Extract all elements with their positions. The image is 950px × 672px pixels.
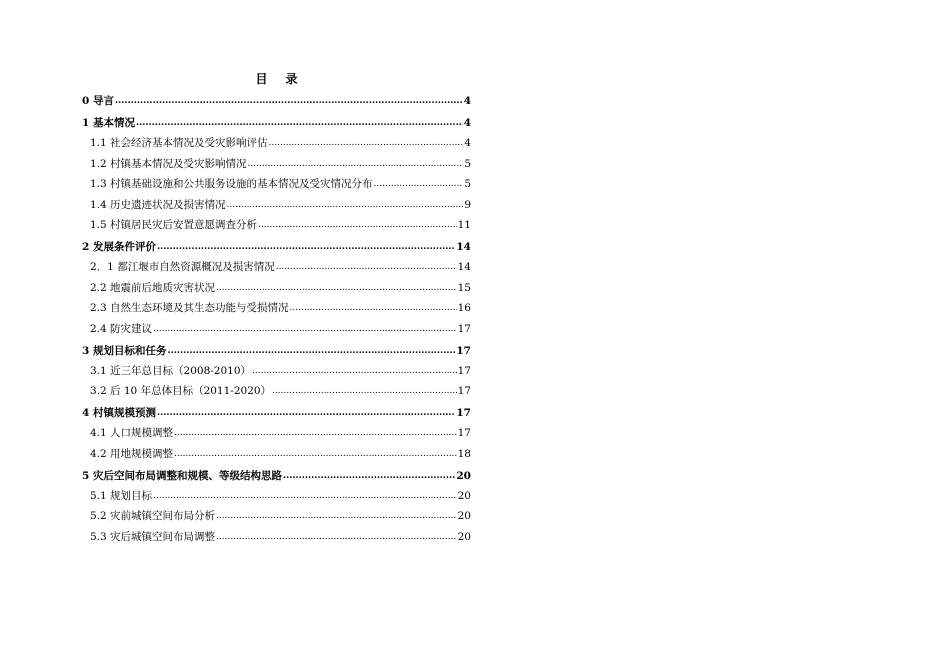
toc-entry-page: 5 <box>464 178 471 190</box>
toc-section-entry[interactable] <box>82 301 471 315</box>
toc-entry-label: 1.3 村镇基础设施和公共服务设施的基本情况及受灾情况分布 <box>90 178 373 190</box>
toc-entry-page: 4 <box>463 95 471 107</box>
toc-entry-page: 18 <box>457 447 471 460</box>
toc-section-entry[interactable] <box>82 198 471 212</box>
toc-chapter-entry[interactable] <box>82 344 471 358</box>
toc-entry-label: 1 基本情况 <box>82 117 135 129</box>
toc-entry-page: 17 <box>456 407 471 419</box>
toc-dot-leader <box>167 343 455 358</box>
toc-entry-label: 5 灾后空间布局调整和规模、等级结构思路 <box>82 469 282 482</box>
toc-entry-label: 2.4 防灾建议 <box>90 322 153 335</box>
toc-section-entry[interactable] <box>82 322 471 336</box>
toc-dot-leader <box>174 425 457 440</box>
toc-dot-leader <box>258 217 457 232</box>
toc-title-left: 目 <box>255 72 268 86</box>
toc-entry-page: 17 <box>456 344 471 357</box>
toc-entry-label: 3.2 后 10 年总体目标（2011-2020） <box>90 385 272 397</box>
toc-entry-label: 2.3 自然生态环境及其生态功能与受损情况 <box>90 302 289 314</box>
toc-entry-label: 1.1 社会经济基本情况及受灾影响评估 <box>90 137 268 149</box>
toc-section-entry[interactable] <box>82 136 471 150</box>
toc-entry-label: 2 发展条件评价 <box>82 241 156 253</box>
toc-entry-page: 4 <box>464 137 471 149</box>
toc-dot-leader <box>136 115 463 130</box>
toc-dot-leader <box>153 321 457 336</box>
toc-section-entry[interactable] <box>82 218 471 232</box>
toc-entry-label: 5.2 灾前城镇空间布局分析 <box>90 510 216 522</box>
toc-dot-leader <box>115 93 463 108</box>
toc-section-entry[interactable] <box>82 489 471 503</box>
toc-entry-label: 3.1 近三年总目标（2008-2010） <box>90 364 252 377</box>
toc-chapter-entry[interactable] <box>82 406 471 420</box>
toc-entry-label: 2.2 地震前后地质灾害状况 <box>90 281 216 294</box>
toc-chapter-entry[interactable] <box>82 469 471 483</box>
toc-dot-leader <box>153 488 457 503</box>
toc-section-entry[interactable] <box>82 384 471 398</box>
toc-dot-leader <box>216 529 457 544</box>
toc-entry-page: 9 <box>464 198 471 211</box>
toc-dot-leader <box>290 300 457 315</box>
toc-title-right: 录 <box>285 72 298 86</box>
toc-dot-leader <box>374 176 464 191</box>
toc-dot-leader <box>248 156 464 171</box>
toc-entry-page: 11 <box>457 219 471 231</box>
toc-entry-label: 4.2 用地规模调整 <box>90 447 174 460</box>
toc-entry-page: 20 <box>457 489 471 502</box>
toc-dot-leader <box>216 280 457 295</box>
toc-entry-page: 17 <box>457 322 471 335</box>
toc-dot-leader <box>283 468 455 483</box>
toc-dot-leader <box>276 259 457 274</box>
toc-entry-label: 2．1 都江堰市自然资源概况及损害情况 <box>90 261 275 273</box>
toc-entry-page: 20 <box>456 469 471 482</box>
toc-section-entry[interactable] <box>82 281 471 295</box>
toc-chapter-entry[interactable] <box>82 240 471 254</box>
toc-dot-leader <box>174 446 457 461</box>
toc-title <box>82 70 471 88</box>
toc-section-entry[interactable] <box>82 426 471 440</box>
table-of-contents <box>82 70 471 550</box>
toc-entries <box>82 94 471 544</box>
toc-section-entry[interactable] <box>82 177 471 191</box>
toc-section-entry[interactable] <box>82 157 471 171</box>
toc-entry-label: 5.3 灾后城镇空间布局调整 <box>90 530 216 543</box>
toc-entry-page: 14 <box>457 261 471 273</box>
toc-section-entry[interactable] <box>82 447 471 461</box>
toc-dot-leader <box>216 508 457 523</box>
toc-chapter-entry[interactable] <box>82 116 471 130</box>
toc-section-entry[interactable] <box>82 509 471 523</box>
toc-entry-label: 4 村镇规模预测 <box>82 407 156 419</box>
toc-entry-label: 5.1 规划目标 <box>90 489 153 502</box>
toc-entry-label: 1.4 历史遗迹状况及损害情况 <box>90 198 226 211</box>
toc-section-entry[interactable] <box>82 364 471 378</box>
toc-entry-page: 17 <box>457 427 471 439</box>
toc-entry-label: 0 导言 <box>82 95 114 107</box>
toc-entry-page: 16 <box>457 302 471 314</box>
toc-section-entry[interactable] <box>82 260 471 274</box>
toc-chapter-entry[interactable] <box>82 94 471 108</box>
toc-entry-page: 15 <box>457 281 471 294</box>
toc-section-entry[interactable] <box>82 530 471 544</box>
toc-dot-leader <box>227 197 464 212</box>
toc-entry-page: 5 <box>464 157 471 170</box>
toc-dot-leader <box>272 383 457 398</box>
toc-entry-page: 20 <box>457 530 471 543</box>
toc-entry-page: 20 <box>457 510 471 522</box>
toc-entry-label: 3 规划目标和任务 <box>82 344 167 357</box>
toc-entry-label: 1.2 村镇基本情况及受灾影响情况 <box>90 157 247 170</box>
toc-dot-leader <box>157 405 455 420</box>
toc-entry-page: 17 <box>457 385 471 397</box>
toc-dot-leader <box>157 239 455 254</box>
toc-entry-label: 4.1 人口规模调整 <box>90 427 174 439</box>
toc-entry-page: 14 <box>456 241 471 253</box>
toc-entry-page: 4 <box>463 117 471 129</box>
toc-dot-leader <box>252 363 457 378</box>
toc-entry-label: 1.5 村镇居民灾后安置意愿调查分析 <box>90 219 258 231</box>
toc-dot-leader <box>269 135 464 150</box>
toc-entry-page: 17 <box>457 364 471 377</box>
